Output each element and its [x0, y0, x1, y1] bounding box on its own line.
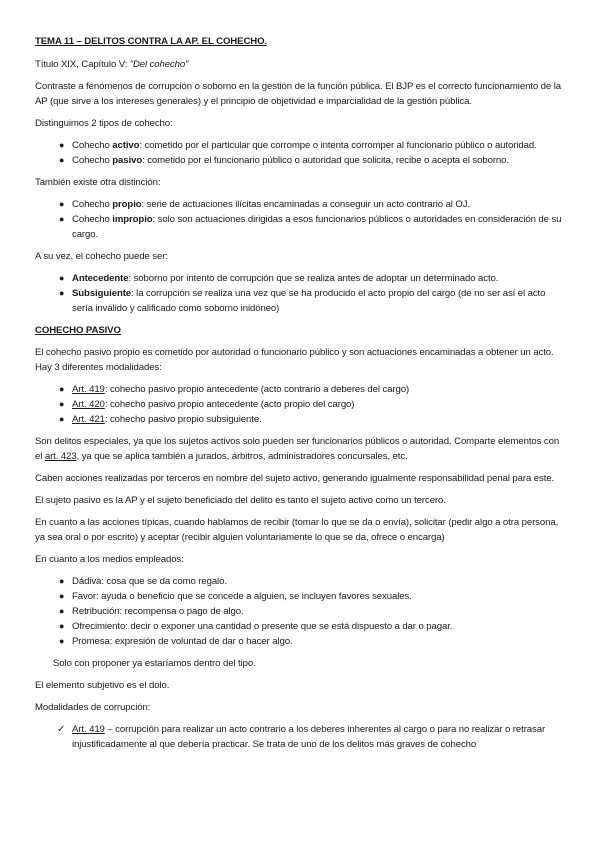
list-item: ● Cohecho impropio: solo son actuaciones dirigidas a esos funcionarios públicos o autoridades en consideración de su cargo.: [59, 214, 562, 240]
list-item: ● Cohecho pasivo: cometido por el funcionario público o autoridad que solicita, recibe o acepta el soborno.: [59, 155, 509, 166]
acciones-paragraph: En cuanto a las acciones típicas, cuando hablamos de recibir (tomar lo que se da o envía), solicitar (pedir algo a otra persona, ya sea oral o por escrito) y aceptar (recibir alguien voluntariamente lo que se da, ofrece o encarga): [35, 517, 559, 543]
bullet-icon: ●: [59, 576, 65, 586]
terceros-paragraph: Caben acciones realizadas por terceros en nombre del sujeto activo, generando igualmente responsabilidad penal para este.: [35, 473, 555, 484]
list-item: ● Cohecho propio: serie de actuaciones ilícitas encaminadas a conseguir un acto contrario al OJ.: [59, 199, 471, 210]
list-item: ● Dádiva: cosa que se da como regalo.: [59, 576, 227, 587]
list-item: ✓ Art. 419 – corrupción para realizar un acto contrario a los deberes inherentes al cargo o para no realizar o retrasar injustificadamente al que debería practicar. Se trata de uno de los delitos más graves de cohecho: [57, 724, 546, 750]
bullet-icon: ●: [59, 214, 65, 224]
list-item: ● Ofrecimiento: decir o exponer una cantidad o presente que se está dispuesto a dar o pagar.: [59, 621, 453, 632]
tipos-list: [35, 138, 565, 168]
document-body: [35, 34, 565, 759]
especiales-paragraph: Son delitos especiales, ya que los sujetos activos solo pueden ser funcionarios públicos o autoridad. Comparte elementos con el art. 423, ya que se aplica también a jurados, árbitros, administradores concursales, etc.: [35, 436, 560, 462]
list-item: ● Art. 420: cohecho pasivo propio antecedente (acto propio del cargo): [59, 399, 355, 410]
tipos-intro: Distinguimos 2 tipos de cohecho:: [35, 118, 173, 129]
list-item: ● Subsiguiente: la corrupción se realiza una vez que se ha producido el acto propio del cargo (de no ser así el acto sería inválido y calificado como soborno inidóneo): [59, 288, 546, 314]
chapter-quote: “Del cohecho”: [129, 59, 189, 70]
bullet-icon: ●: [59, 155, 65, 165]
bullet-icon: ●: [59, 140, 65, 150]
bullet-icon: ●: [59, 199, 65, 209]
bullet-icon: ●: [59, 606, 65, 616]
dolo-paragraph: El elemento subjetivo es el dolo.: [35, 680, 170, 691]
list-item: ● Art. 421: cohecho pasivo propio subsiguiente.: [59, 414, 262, 425]
list-item: ● Antecedente: soborno por intento de corrupción que se realiza antes de adoptar un determinado acto.: [59, 273, 499, 284]
bullet-icon: ●: [59, 636, 65, 646]
bullet-icon: ●: [59, 591, 65, 601]
chapter-line: [35, 57, 565, 72]
medios-list: [35, 574, 565, 649]
article-link[interactable]: Art. 419: [72, 384, 105, 395]
list-item: ● Retribución: recompensa o pago de algo.: [59, 606, 244, 617]
bullet-icon: ●: [59, 273, 65, 283]
bullet-icon: ●: [59, 621, 65, 631]
proponer-paragraph: Solo con proponer ya estaríamos dentro del tipo.: [53, 658, 256, 669]
ser-list: [35, 271, 565, 316]
distincion-intro: También existe otra distinción:: [35, 177, 161, 188]
modalidades-intro: Modalidades de corrupción:: [35, 702, 151, 713]
article-link[interactable]: Art. 421: [72, 414, 105, 425]
article-link[interactable]: Art. 419: [72, 724, 105, 735]
ser-intro: A su vez, el cohecho puede ser:: [35, 251, 168, 262]
list-item: ● Favor: ayuda o beneficio que se concede a alguien, se incluyen favores sexuales.: [59, 591, 412, 602]
document-title: TEMA 11 – DELITOS CONTRA LA AP. EL COHECHO.: [35, 36, 268, 47]
section-title: COHECHO PASIVO: [35, 325, 121, 336]
bullet-icon: ●: [59, 399, 65, 409]
bullet-icon: ●: [59, 384, 65, 394]
list-item: ● Cohecho activo: cometido por el particular que corrompe o intenta corromper al funcionario público o autoridad.: [59, 140, 537, 151]
article-link[interactable]: art. 423: [44, 451, 77, 462]
list-item: ● Promesa: expresión de voluntad de dar o hacer algo.: [59, 636, 293, 647]
sujeto-pasivo-paragraph: El sujeto pasivo es la AP y el sujeto beneficiado del delito es tanto el sujeto activo como un tercero.: [35, 495, 446, 506]
intro-paragraph: Contraste a fenómenos de corrupción o soborno en la gestión de la función pública. El BJP es el correcto funcionamiento de la AP (que sirve a los intereses generales) y el principio de objetividad e imparcialidad de la gestión pública.: [35, 81, 561, 107]
chapter-prefix: Título XIX, Capítulo V:: [35, 59, 130, 70]
modalidades-list: [35, 722, 565, 752]
articulos-list: [35, 382, 565, 427]
pasivo-intro: El cohecho pasivo propio es cometido por autoridad o funcionario público y son actuaciones encaminadas a obtener un acto. Hay 3 diferentes modalidades:: [35, 347, 554, 373]
checkmark-icon: ✓: [57, 724, 66, 735]
medios-intro: En cuanto a los medios empleados:: [35, 554, 184, 565]
distincion-list: [35, 197, 565, 242]
bullet-icon: ●: [59, 414, 65, 424]
list-item: ● Art. 419: cohecho pasivo propio antecedente (acto contrario a deberes del cargo): [59, 384, 410, 395]
bullet-icon: ●: [59, 288, 65, 298]
article-link[interactable]: Art. 420: [72, 399, 105, 410]
